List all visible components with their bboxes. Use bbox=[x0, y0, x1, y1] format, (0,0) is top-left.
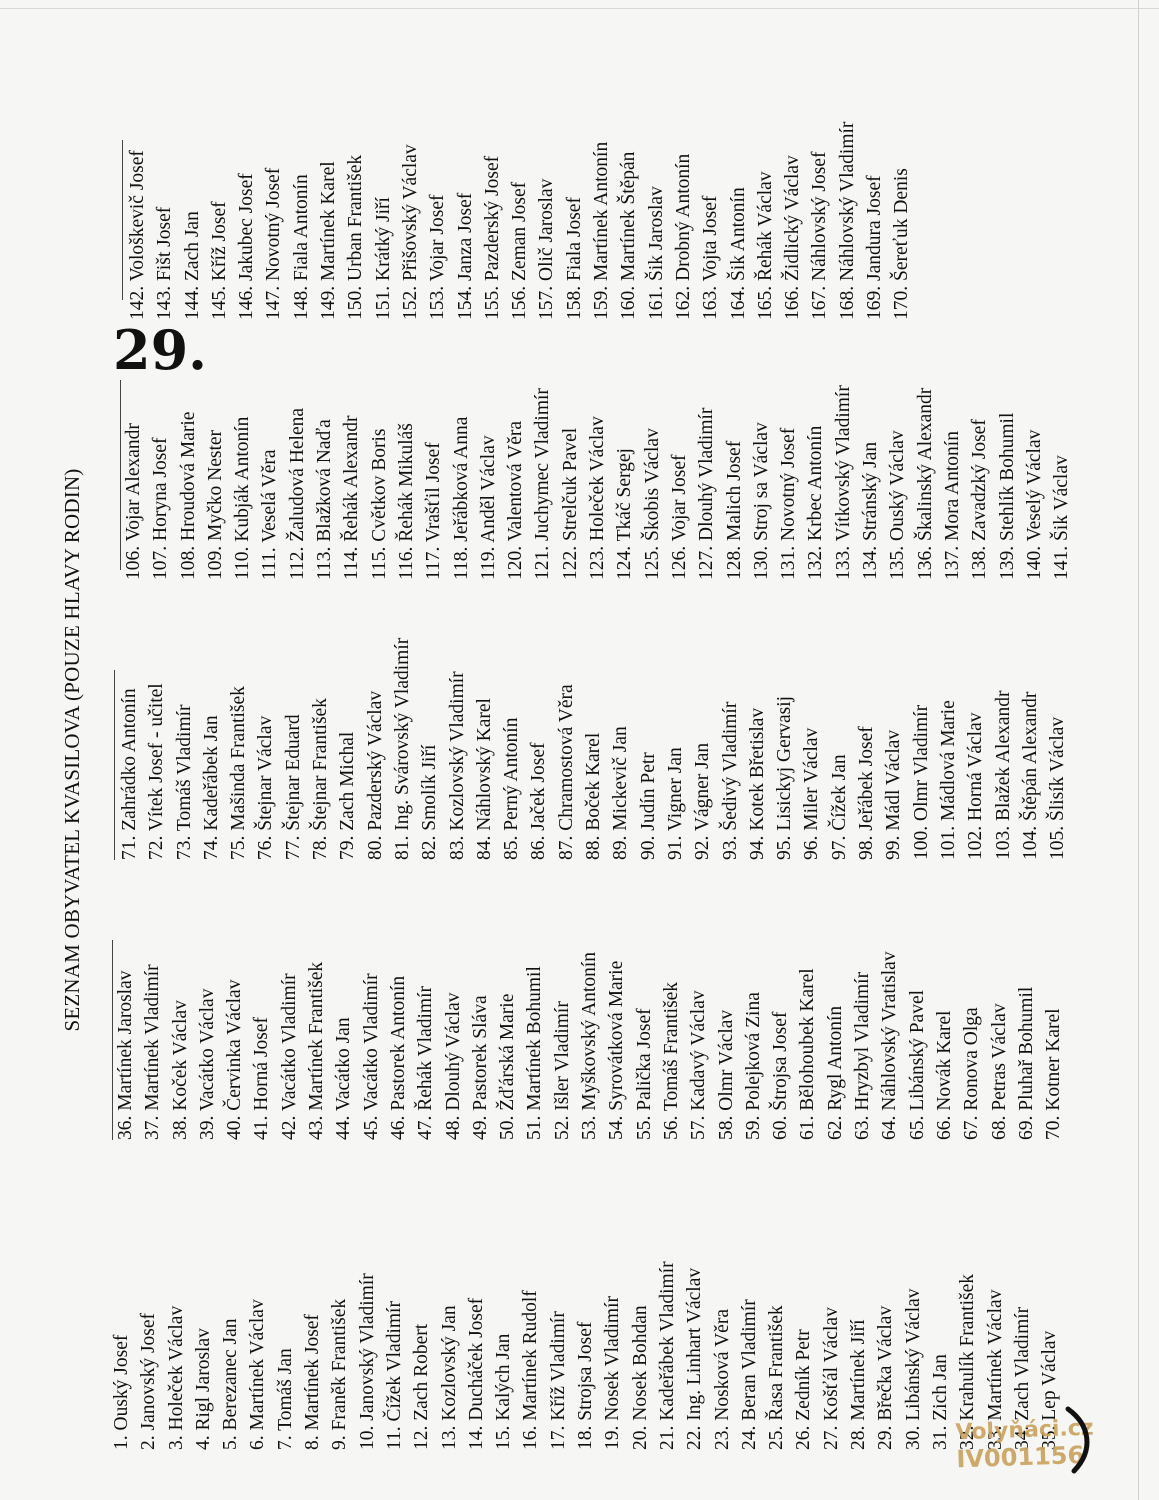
resident-entry: 50. Žďárská Marie bbox=[497, 993, 519, 1140]
resident-entry: 44. Vacátko Jan bbox=[333, 1017, 355, 1140]
resident-entry: 42. Vacátko Vladimír bbox=[278, 973, 300, 1140]
resident-entry: 110. Kubják Antonín bbox=[232, 416, 254, 580]
document-title: SEZNAM OBYVATEL KVASILOVA (POUZE HLAVY RODIN) bbox=[60, 468, 84, 1032]
resident-entry: 9. Franěk František bbox=[329, 1298, 351, 1450]
resident-entry: 116. Řehák Mikuláš bbox=[395, 423, 417, 580]
resident-entry: 84. Náhlovský Karel bbox=[473, 698, 495, 860]
resident-entry: 34. Zach Vladimír bbox=[1011, 1306, 1033, 1450]
resident-entry: 119. Anděl Václav bbox=[477, 435, 499, 580]
resident-entry: 168. Náhlovský Vladimír bbox=[836, 121, 858, 320]
resident-entry: 8. Martínek Josef bbox=[302, 1314, 324, 1450]
resident-entry: 63. Hryzbyl Vladimír bbox=[852, 971, 874, 1140]
resident-entry: 53. Myškovský Antonín bbox=[579, 952, 601, 1140]
resident-entry: 19. Nosek Vladimír bbox=[602, 1295, 624, 1450]
resident-entry: 74. Kadeřábek Jan bbox=[200, 715, 222, 860]
resident-entry: 162. Drobný Antonín bbox=[672, 153, 694, 320]
resident-entry: 49. Pastorek Sláva bbox=[469, 995, 491, 1140]
resident-entry: 156. Zeman Josef bbox=[509, 181, 531, 320]
resident-entry: 170. Šereťuk Denis bbox=[891, 168, 913, 320]
resident-entry: 139. Stehlík Bohumil bbox=[996, 412, 1018, 580]
resident-entry: 153. Vojar Josef bbox=[427, 194, 449, 320]
resident-entry: 24. Beran Vladimír bbox=[738, 1299, 760, 1450]
column-rule bbox=[114, 670, 115, 860]
resident-entry: 118. Jeřábková Anna bbox=[450, 416, 472, 580]
resident-entry: 126. Vojar Josef bbox=[668, 454, 690, 580]
resident-entry: 100. Olmr Vladimír bbox=[910, 704, 932, 860]
resident-entry: 158. Fiala Josef bbox=[563, 197, 585, 320]
resident-entry: 28. Martínek Jiří bbox=[848, 1319, 870, 1450]
resident-entry: 121. Juchymec Vladimír bbox=[532, 388, 554, 580]
resident-entry: 96. Miler Václav bbox=[801, 727, 823, 860]
resident-entry: 64. Náhlovský Vratislav bbox=[879, 951, 901, 1140]
resident-entry: 10. Janovský Vladimír bbox=[356, 1273, 378, 1450]
resident-entry: 37. Martínek Vladimír bbox=[142, 964, 164, 1140]
resident-entry: 77. Štejnar Eduard bbox=[282, 714, 304, 860]
resident-entry: 73. Tomáš Vladimír bbox=[173, 704, 195, 860]
resident-entry: 78. Štejnar František bbox=[310, 698, 332, 860]
resident-entry: 25. Řasa František bbox=[766, 1305, 788, 1450]
resident-entry: 41. Horná Josef bbox=[251, 1017, 273, 1140]
resident-entry: 166. Židlický Václav bbox=[782, 155, 804, 320]
resident-entry: 20. Nosek Bohdan bbox=[629, 1305, 651, 1450]
resident-entry: 33. Martínek Václav bbox=[984, 1289, 1006, 1450]
resident-entry: 80. Pazderský Václav bbox=[364, 690, 386, 860]
resident-entry: 101. Mádlová Marie bbox=[937, 700, 959, 860]
resident-entry: 141. Šik Václav bbox=[1051, 455, 1073, 580]
resident-entry: 97. Čížek Jan bbox=[828, 754, 850, 860]
resident-entry: 98. Jeřábek Josef bbox=[856, 726, 878, 860]
resident-entry: 113. Blažková Naďa bbox=[314, 419, 336, 580]
resident-entry: 58. Olmr Václav bbox=[715, 1009, 737, 1140]
resident-entry: 71. Zahrádko Antonín bbox=[119, 688, 140, 860]
resident-entry: 138. Zavadzký Josef bbox=[969, 419, 991, 580]
resident-entry: 65. Libánský Pavel bbox=[906, 989, 928, 1140]
resident-entry: 7. Tomáš Jan bbox=[274, 1348, 296, 1450]
resident-entry: 161. Šik Jaroslav bbox=[645, 186, 667, 320]
resident-entry: 105. Šlisík Václav bbox=[1047, 716, 1069, 860]
resident-entry: 122. Strelčuk Pavel bbox=[559, 427, 581, 580]
resident-entry: 135. Ouský Václav bbox=[887, 430, 909, 580]
resident-entry: 128. Malich Josef bbox=[723, 440, 745, 580]
resident-entry: 52. Išler Vladimír bbox=[551, 1001, 573, 1140]
resident-column-3 bbox=[116, 638, 1071, 860]
resident-entry: 32. Krahulík František bbox=[957, 1273, 979, 1450]
resident-entry: 145. Kříž Josef bbox=[208, 201, 230, 320]
resident-entry: 115. Cvětkov Boris bbox=[368, 428, 390, 580]
resident-entry: 103. Blažek Alexandr bbox=[992, 690, 1014, 860]
resident-entry: 142. Vološkevič Josef bbox=[127, 150, 148, 320]
resident-entry: 108. Hroudová Marie bbox=[177, 411, 199, 580]
resident-entry: 66. Novák Karel bbox=[933, 1010, 955, 1140]
resident-entry: 48. Dlouhý Václav bbox=[442, 992, 464, 1140]
resident-entry: 40. Červinka Václav bbox=[224, 979, 246, 1140]
resident-entry: 111. Veselá Věra bbox=[259, 449, 281, 580]
resident-entry: 30. Libánský Václav bbox=[902, 1288, 924, 1450]
resident-entry: 159. Martínek Antonín bbox=[591, 141, 613, 320]
resident-entry: 107. Horyna Josef bbox=[150, 437, 172, 580]
resident-entry: 124. Tkáč Sergej bbox=[614, 448, 636, 580]
resident-entry: 13. Kozlovský Jan bbox=[438, 1305, 460, 1450]
resident-column-4 bbox=[120, 385, 1075, 580]
resident-entry: 61. Bělohoubek Karel bbox=[797, 968, 819, 1140]
page-number-text: 29. bbox=[113, 318, 207, 382]
resident-entry: 55. Palička Josef bbox=[633, 1008, 655, 1140]
resident-entry: 90. Judín Petr bbox=[637, 752, 659, 860]
resident-entry: 92. Vágner Jan bbox=[692, 742, 714, 860]
resident-entry: 89. Mickevič Jan bbox=[610, 726, 632, 860]
resident-entry: 35. Lep Václav bbox=[1039, 1330, 1061, 1450]
resident-entry: 130. Stroj sa Václav bbox=[750, 422, 772, 580]
resident-entry: 137. Mora Antonín bbox=[941, 431, 963, 580]
resident-entry: 91. Vigner Jan bbox=[664, 747, 686, 860]
resident-entry: 157. Olič Jaroslav bbox=[536, 178, 558, 320]
resident-entry: 109. Myčko Nester bbox=[204, 429, 226, 580]
resident-entry: 82. Smolík Jiří bbox=[419, 744, 441, 860]
watermark-line-2: IV001156 bbox=[956, 1440, 1085, 1474]
resident-entry: 148. Fiala Antonín bbox=[290, 174, 312, 320]
resident-entry: 152. Přišovský Václav bbox=[399, 144, 421, 320]
resident-entry: 39. Vacátko Václav bbox=[196, 988, 218, 1140]
resident-entry: 75. Mašinda František bbox=[228, 686, 250, 860]
resident-entry: 114. Řehák Alexandr bbox=[341, 415, 363, 580]
resident-entry: 144. Zach Jan bbox=[181, 211, 203, 320]
resident-entry: 164. Šik Antonín bbox=[727, 187, 749, 320]
resident-column-2 bbox=[112, 951, 1067, 1140]
resident-column-1 bbox=[108, 1261, 1063, 1450]
resident-entry: 99. Mádl Václav bbox=[883, 729, 905, 860]
resident-entry: 143. Fišt Josef bbox=[154, 206, 176, 320]
resident-entry: 112. Žaludová Helena bbox=[286, 407, 308, 580]
resident-entry: 67. Ronova Olga bbox=[961, 1007, 983, 1140]
resident-entry: 18. Strojsa Josef bbox=[575, 1321, 597, 1450]
resident-entry: 14. Ducháček Josef bbox=[465, 1297, 487, 1450]
column-rule bbox=[122, 140, 123, 300]
resident-entry: 60. Štrojsa Josef bbox=[770, 1011, 792, 1140]
resident-entry: 133. Vítkovský Vladimír bbox=[832, 385, 854, 580]
resident-entry: 93. Šedivý Vladimír bbox=[719, 701, 741, 860]
resident-entry: 86. Jaček Josef bbox=[528, 742, 550, 860]
resident-entry: 23. Nosková Věra bbox=[711, 1309, 733, 1450]
resident-entry: 12. Zach Robert bbox=[411, 1323, 433, 1450]
resident-entry: 102. Horná Václav bbox=[965, 712, 987, 860]
resident-entry: 94. Kotek Břetislav bbox=[746, 707, 768, 860]
resident-entry: 132. Krbec Antonín bbox=[805, 425, 827, 580]
resident-entry: 83. Kozlovský Vladimír bbox=[446, 671, 468, 860]
resident-entry: 68. Petras Václav bbox=[988, 1003, 1010, 1140]
resident-entry: 21. Kadeřábek Vladimír bbox=[656, 1261, 678, 1450]
resident-entry: 147. Novotný Josef bbox=[263, 167, 285, 320]
resident-entry: 72. Vítek Josef - učitel bbox=[146, 683, 168, 860]
resident-entry: 151. Krátký Jiří bbox=[372, 197, 394, 320]
resident-entry: 163. Vojta Josef bbox=[700, 195, 722, 320]
resident-entry: 43. Martínek František bbox=[306, 961, 328, 1140]
resident-entry: 104. Štěpán Alexandr bbox=[1019, 691, 1041, 860]
resident-entry: 117. Vrašťil Josef bbox=[423, 442, 445, 580]
resident-entry: 169. Jandura Josef bbox=[864, 175, 886, 320]
resident-entry: 160. Martínek Štěpán bbox=[618, 151, 640, 320]
resident-entry: 62. Rygl Antonín bbox=[824, 1005, 846, 1140]
resident-entry: 165. Řehák Václav bbox=[754, 171, 776, 320]
resident-entry: 16. Martínek Rudolf bbox=[520, 1290, 542, 1450]
resident-entry: 36. Martínek Jaroslav bbox=[115, 970, 136, 1140]
resident-entry: 51. Martínek Bohumil bbox=[524, 966, 546, 1140]
resident-entry: 125. Škobis Václav bbox=[641, 428, 663, 580]
resident-entry: 2. Janovský Josef bbox=[138, 1312, 160, 1450]
resident-entry: 47. Řehák Vladimír bbox=[415, 986, 437, 1140]
resident-entry: 11. Čížek Vladimír bbox=[383, 1301, 405, 1450]
resident-entry: 45. Vacátko Vladimír bbox=[360, 973, 382, 1140]
resident-entry: 155. Pazderský Josef bbox=[481, 155, 503, 320]
resident-entry: 22. Ing. Linhart Václav bbox=[684, 1267, 706, 1450]
handwritten-page-number bbox=[100, 290, 220, 410]
resident-entry: 85. Perný Antonín bbox=[501, 717, 523, 860]
resident-entry: 46. Pastorek Antonín bbox=[387, 975, 409, 1140]
resident-entry: 17. Kříž Vladimír bbox=[547, 1311, 569, 1450]
resident-entry: 15. Kalých Jan bbox=[493, 1333, 515, 1450]
resident-entry: 79. Zach Michal bbox=[337, 731, 359, 860]
resident-entry: 87. Chramostová Věra bbox=[555, 684, 577, 860]
resident-entry: 31. Zich Jan bbox=[929, 1354, 951, 1450]
resident-entry: 5. Berezanec Jan bbox=[220, 1318, 242, 1450]
resident-entry: 95. Lisickyj Gervasij bbox=[774, 695, 796, 860]
resident-entry: 76. Štejnar Václav bbox=[255, 715, 277, 860]
resident-entry: 81. Ing. Svárovský Vladimír bbox=[391, 637, 413, 860]
resident-entry: 136. Škalinský Alexandr bbox=[914, 387, 936, 580]
watermark-line-1: Volyňáci.cz bbox=[955, 1415, 1095, 1446]
resident-entry: 123. Holeček Václav bbox=[587, 416, 609, 580]
resident-entry: 150. Urban František bbox=[345, 154, 367, 320]
resident-entry: 69. Pluhař Bohumil bbox=[1015, 986, 1037, 1140]
resident-entry: 6. Martínek Václav bbox=[247, 1299, 269, 1450]
resident-entry: 56. Tomáš František bbox=[660, 981, 682, 1140]
resident-entry: 57. Kadavý Václav bbox=[688, 990, 710, 1140]
resident-entry: 26. Zedník Petr bbox=[793, 1329, 815, 1450]
resident-entry: 59. Polejková Zina bbox=[742, 992, 764, 1140]
resident-entry: 154. Janza Josef bbox=[454, 192, 476, 320]
resident-column-5 bbox=[124, 122, 916, 320]
resident-entry: 88. Boček Karel bbox=[583, 732, 605, 860]
pen-stroke-mark bbox=[1060, 1405, 1100, 1475]
resident-entry: 149. Martínek Karel bbox=[318, 161, 340, 320]
resident-entry: 146. Jakubec Josef bbox=[236, 173, 258, 320]
resident-entry: 140. Veselý Václav bbox=[1023, 429, 1045, 580]
resident-entry: 4. Rigl Jaroslav bbox=[192, 1328, 214, 1450]
resident-entry: 29. Břečka Václav bbox=[875, 1305, 897, 1450]
resident-entry: 70. Kotner Karel bbox=[1043, 1008, 1065, 1140]
resident-entry: 1. Ouský Josef bbox=[111, 1334, 132, 1450]
resident-entry: 131. Novotný Josef bbox=[778, 427, 800, 580]
resident-entry: 167. Náhlovský Josef bbox=[809, 151, 831, 320]
resident-entry: 27. Košťál Václav bbox=[820, 1307, 842, 1450]
resident-entry: 3. Holeček Václav bbox=[165, 1305, 187, 1450]
resident-entry: 134. Stránský Jan bbox=[860, 441, 882, 580]
resident-entry: 106. Vojar Alexandr bbox=[123, 423, 144, 580]
resident-entry: 54. Syrovátková Marie bbox=[606, 960, 628, 1140]
resident-entry: 127. Dlouhý Vladimír bbox=[696, 407, 718, 580]
resident-entry: 38. Koček Václav bbox=[169, 1000, 191, 1140]
resident-entry: 120. Valentová Věra bbox=[505, 420, 527, 580]
